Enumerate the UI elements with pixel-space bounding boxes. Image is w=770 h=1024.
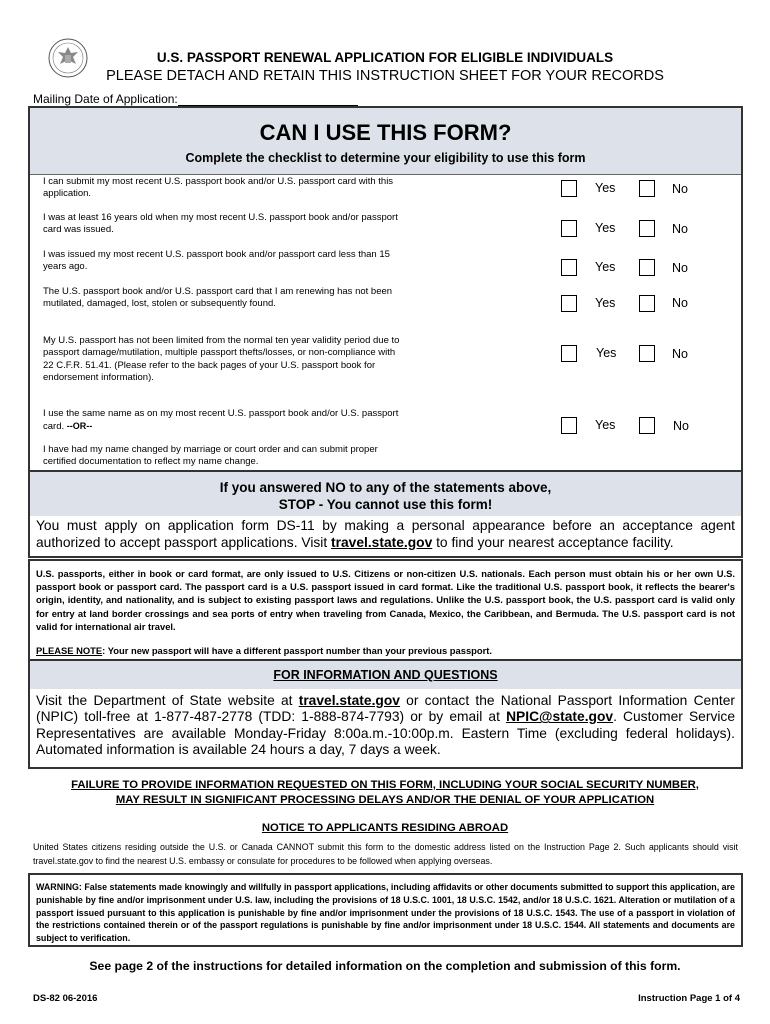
information-questions	[28, 661, 743, 769]
or-separator: --OR--	[66, 421, 93, 432]
faq-text-1: Visit the Department of State website at	[36, 693, 299, 708]
abroad-notice-body: United States citizens residing outside the U.S. or Canada CANNOT submit this form to the domestic address listed on the Instruction Page 2. Such applicants should visit travel.state.gov to find the nearest U.S. embassy or consulate for procedures to be followed when applying overseas.	[33, 842, 738, 866]
question-2-no-checkbox[interactable]	[639, 220, 655, 237]
faq-body	[36, 693, 735, 758]
checklist-header	[30, 108, 741, 175]
no-label: No	[672, 222, 688, 236]
faq-title: FOR INFORMATION AND QUESTIONS	[273, 668, 498, 682]
yes-label: Yes	[595, 221, 616, 235]
please-note	[36, 645, 492, 656]
question-6-text: I use the same name as on my most recent U.S. passport book and/or U.S. passport card.	[43, 408, 399, 433]
faq-header	[30, 661, 741, 689]
question-1-yes-checkbox[interactable]	[561, 180, 577, 197]
question-2-yes-checkbox[interactable]	[561, 220, 577, 237]
yes-label: Yes	[595, 296, 616, 310]
question-2: I was at least 16 years old when my most recent U.S. passport book and/or passport card was issued.	[43, 212, 398, 236]
question-6	[43, 408, 403, 434]
question-5-no-checkbox[interactable]	[639, 345, 655, 362]
passport-info	[28, 559, 743, 661]
stop-line-2: STOP - You cannot use this form!	[278, 497, 493, 512]
faq-text-2: or contact the National Passport Information Center (NPIC) toll-free at 1-877-487-2778 (TDD: 1-888-874-7793) or by email at	[36, 693, 736, 725]
no-label: No	[672, 261, 688, 275]
yes-label: Yes	[595, 260, 616, 274]
passport-info-text: U.S. passports, either in book or card format, are only issued to U.S. Citizens or non-citizen U.S. nationals. Each person must obtain his or her own U.S. passport book or passport card. The passport card is a U.S. passport issued in card format. Like the traditional U.S. passport book, it reflects the bearer's origin, identity, and nationality, and is subject to existing passport laws and regulations. Unlike the U.S. passport book, the U.S. passport card is valid only for entry at land border crossings and sea ports of entry when traveling from Canada, Mexico, the Caribbean, and Bermuda. The U.S. passport card is not valid for international air travel.	[36, 568, 735, 632]
abroad-notice-title: NOTICE TO APPLICANTS RESIDING ABROAD	[261, 822, 509, 834]
form-title: U.S. PASSPORT RENEWAL APPLICATION FOR ELIGIBLE INDIVIDUALS	[156, 50, 614, 65]
please-note-label: PLEASE NOTE	[36, 645, 103, 656]
question-6-yes-checkbox[interactable]	[561, 417, 577, 434]
name-change-statement: I have had my name changed by marriage or court order and can submit proper certified documentation to reflect my name change.	[43, 444, 378, 468]
question-3-yes-checkbox[interactable]	[561, 259, 577, 276]
question-5: My U.S. passport has not been limited from the normal ten year validity period due to passport damage/mutilation, multiple passport thefts/losses, or non-compliance with 22 C.F.R. 51.41. (Please refer to the back pages of your U.S. passport book for endorsement information).	[43, 335, 400, 383]
travel-state-gov-link[interactable]: travel.state.gov	[298, 693, 400, 708]
yes-label: Yes	[595, 418, 616, 432]
mailing-date-field[interactable]	[178, 93, 358, 106]
please-note-text: : Your new passport will have a different passport number than your previous passport.	[102, 645, 492, 656]
stop-body-text: You must apply on application form DS-11 by making a personal appearance before an acceptance agent authorized to accept passport applications. Visit	[36, 518, 735, 550]
no-label: No	[672, 182, 688, 196]
eligibility-checklist	[28, 106, 743, 472]
no-label: No	[673, 419, 689, 433]
question-5-yes-checkbox[interactable]	[561, 345, 577, 362]
stop-line-1: If you answered NO to any of the statements above,	[219, 480, 552, 495]
failure-notice-line-1: FAILURE TO PROVIDE INFORMATION REQUESTED ON THIS FORM, INCLUDING YOUR SOCIAL SECURITY NUMBER,	[71, 779, 699, 791]
stop-body	[36, 518, 735, 551]
page-number: Instruction Page 1 of 4	[638, 993, 740, 1004]
checklist-subtitle: Complete the checklist to determine your eligibility to use this form	[185, 151, 586, 165]
stop-body-end: to find your nearest acceptance facility.	[432, 534, 674, 550]
question-4-yes-checkbox[interactable]	[561, 295, 577, 312]
question-1: I can submit my most recent U.S. passport book and/or U.S. passport card with this application.	[43, 176, 394, 200]
question-3-no-checkbox[interactable]	[639, 259, 655, 276]
npic-email-link[interactable]: NPIC@state.gov	[506, 709, 614, 725]
question-4-no-checkbox[interactable]	[639, 295, 655, 312]
see-page-2-note: See page 2 of the instructions for detailed information on the completion and submission of this form.	[89, 959, 681, 973]
travel-state-gov-link[interactable]: travel.state.gov	[331, 534, 433, 550]
yes-label: Yes	[595, 181, 616, 195]
stop-header	[30, 472, 741, 516]
warning-box	[28, 873, 743, 947]
stop-notice	[28, 472, 743, 558]
yes-label: Yes	[596, 346, 617, 360]
checklist-title: CAN I USE THIS FORM?	[259, 120, 512, 145]
question-1-no-checkbox[interactable]	[639, 180, 655, 197]
failure-notice-line-2: MAY RESULT IN SIGNIFICANT PROCESSING DELAYS AND/OR THE DENIAL OF YOUR APPLICATION	[115, 794, 655, 806]
warning-text: WARNING: False statements made knowingly and willfully in passport applications, including affidavits or other documents submitted to support this application, are punishable by fine and/or imprisonment under U.S. law, including the provisions of 18 U.S.C. 1001, 18 U.S.C. 1542, and/or 18 U.S.C. 1621. Alteration or mutilation of a passport issued pursuant to this application is punishable by fine and/or imprisonment under the provisions of 18 U.S.C. 1543. The use of a passport in violation of the restrictions contained therein or of the passport regulations is punishable by fine and/or imprisonment under 18 U.S.C. 1544. All statements and documents are subject to verification.	[36, 882, 735, 944]
mailing-date	[33, 92, 358, 106]
no-label: No	[672, 347, 688, 361]
question-6-no-checkbox[interactable]	[639, 417, 655, 434]
no-label: No	[672, 296, 688, 310]
question-3: I was issued my most recent U.S. passport book and/or passport card less than 15 years ago.	[43, 249, 390, 273]
form-number: DS-82 06-2016	[33, 993, 98, 1004]
faq-text-3: . Customer Service Representatives are available Monday-Friday 8:00a.m.-10:00p.m. Eastern Time (excluding federal holidays). Automated information is available 24 hours a day, 7 days a week.	[36, 709, 735, 757]
question-4: The U.S. passport book and/or U.S. passport card that I am renewing has not been mutilated, damaged, lost, stolen or subsequently found.	[43, 286, 393, 310]
form-subtitle: PLEASE DETACH AND RETAIN THIS INSTRUCTION SHEET FOR YOUR RECORDS	[106, 68, 664, 84]
mailing-date-label: Mailing Date of Application:	[33, 92, 178, 106]
